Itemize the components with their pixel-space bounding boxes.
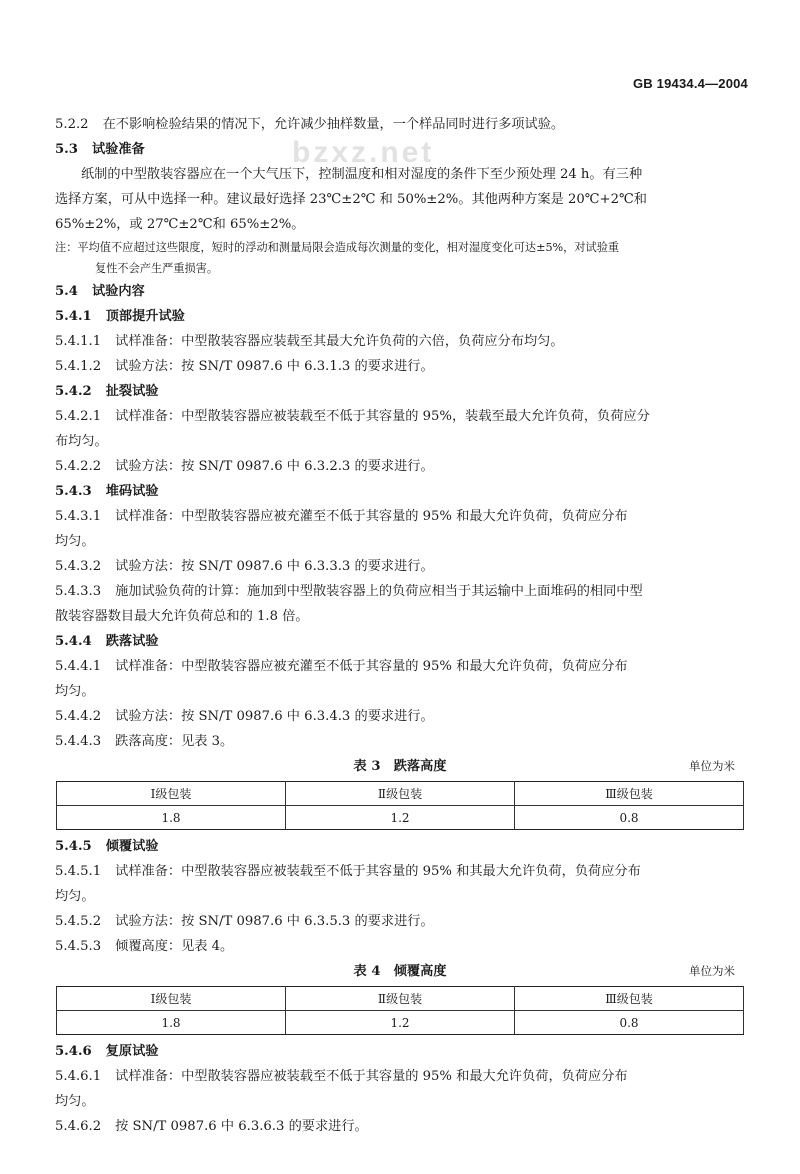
heading-5-4 xyxy=(55,279,745,304)
heading-5-4-3 xyxy=(55,479,745,504)
clause-5-4-4-1-cont: 均匀。 xyxy=(55,684,95,699)
clause-text: 施加试验负荷的计算：施加到中型散装容器上的负荷应相当于其运输中上面堆码的相同中型 xyxy=(115,584,643,599)
heading-5-4-1 xyxy=(55,304,745,329)
clause-text: 试验方法：按 SN/T 0987.6 中 6.3.2.3 的要求进行。 xyxy=(115,459,434,474)
clause-5-2-2 xyxy=(55,112,745,137)
paragraph-5-3-line-1: 纸制的中型散装容器应在一个大气压下，控制温度和相对湿度的条件下至少预处理 24 h。有三种 xyxy=(81,167,643,182)
table-header-cell: Ⅱ级包装 xyxy=(286,782,515,806)
clause-5-4-4-1 xyxy=(55,654,745,679)
paragraph-5-3-line-3: 65%±2%，或 27℃±2℃和 65%±2%。 xyxy=(55,217,305,232)
clause-text: 试验方法：按 SN/T 0987.6 中 6.3.4.3 的要求进行。 xyxy=(115,709,434,724)
clause-5-4-1-2 xyxy=(55,354,745,379)
clause-5-4-5-2 xyxy=(55,909,745,934)
clause-text: 试样准备：中型散装容器应被装载至不低于其容量的 95% 和最大允许负荷，负荷应分布 xyxy=(115,1069,628,1084)
heading-title: 顶部提升试验 xyxy=(105,309,185,324)
clause-5-4-5-3 xyxy=(55,934,745,959)
clause-5-4-1-1 xyxy=(55,329,745,354)
watermark: bzxz.net xyxy=(292,136,435,169)
heading-5-4-4 xyxy=(55,629,745,654)
clause-number: 5.4.3.1 xyxy=(55,509,102,524)
table-header-cell: Ⅲ级包装 xyxy=(515,782,744,806)
clause-number: 5.4.1.1 xyxy=(55,334,102,349)
clause-text: 试样准备：中型散装容器应被装载至不低于其容量的 95% 和其最大允许负荷，负荷应分布 xyxy=(115,864,641,879)
heading-number: 5.4.2 xyxy=(55,384,92,399)
clause-number: 5.4.6.1 xyxy=(55,1069,102,1084)
clause-5-4-3-3-cont: 散装容器数目最大允许负荷总和的 1.8 倍。 xyxy=(55,609,309,624)
table-row xyxy=(57,806,744,830)
heading-title: 跌落试验 xyxy=(105,634,159,649)
clause-text: 在不影响检验结果的情况下，允许减少抽样数量，一个样品同时进行多项试验。 xyxy=(102,117,565,132)
heading-number: 5.4.6 xyxy=(55,1044,92,1059)
clause-5-4-3-1-cont: 均匀。 xyxy=(55,534,95,549)
heading-title: 倾覆试验 xyxy=(105,839,159,854)
clause-5-4-2-1 xyxy=(55,404,745,429)
clause-5-4-4-2 xyxy=(55,704,745,729)
table-cell: 1.8 xyxy=(57,806,286,830)
table-cell: 1.2 xyxy=(286,806,515,830)
table-cell: 1.8 xyxy=(57,1011,286,1035)
table-4-unit: 单位为米 xyxy=(689,964,735,978)
clause-text: 试验方法：按 SN/T 0987.6 中 6.3.1.3 的要求进行。 xyxy=(115,359,434,374)
table-cell: 1.2 xyxy=(286,1011,515,1035)
clause-number: 5.4.3.3 xyxy=(55,584,102,599)
clause-number: 5.4.3.2 xyxy=(55,559,102,574)
table-3 xyxy=(56,781,744,830)
heading-5-4-2 xyxy=(55,379,745,404)
heading-5-4-6 xyxy=(55,1039,745,1064)
heading-5-4-5 xyxy=(55,834,745,859)
clause-number: 5.2.2 xyxy=(55,117,89,132)
clause-number: 5.4.6.2 xyxy=(55,1119,102,1134)
heading-number: 5.4.5 xyxy=(55,839,92,854)
clause-text: 试样准备：中型散装容器应被充灌至不低于其容量的 95% 和最大允许负荷，负荷应分布 xyxy=(115,509,628,524)
paragraph-5-3-line-2: 选择方案，可从中选择一种。建议最好选择 23℃±2℃ 和 50%±2%。其他两种方案是 20℃+2℃和 xyxy=(55,192,647,207)
clause-5-4-3-2 xyxy=(55,554,745,579)
clause-number: 5.4.1.2 xyxy=(55,359,102,374)
heading-number: 5.4 xyxy=(55,284,78,299)
heading-5-3 xyxy=(55,137,745,162)
heading-number: 5.4.4 xyxy=(55,634,92,649)
clause-text: 试样准备：中型散装容器应被装载至不低于其容量的 95%，装载至最大允许负荷，负荷应分 xyxy=(115,409,650,424)
clause-text: 试验方法：按 SN/T 0987.6 中 6.3.3.3 的要求进行。 xyxy=(115,559,434,574)
table-row xyxy=(57,1011,744,1035)
heading-title: 试验准备 xyxy=(91,142,145,157)
clause-5-4-6-1 xyxy=(55,1064,745,1089)
heading-number: 5.4.3 xyxy=(55,484,92,499)
clause-5-4-6-2 xyxy=(55,1114,745,1139)
table-header-cell: Ⅱ级包装 xyxy=(286,987,515,1011)
heading-title: 堆码试验 xyxy=(105,484,159,499)
heading-number: 5.3 xyxy=(55,142,78,157)
clause-text: 倾覆高度：见表 4。 xyxy=(115,939,234,954)
clause-number: 5.4.5.1 xyxy=(55,864,102,879)
clause-5-4-5-1 xyxy=(55,859,745,884)
table-header-cell: Ⅰ级包装 xyxy=(57,987,286,1011)
clause-number: 5.4.5.3 xyxy=(55,939,102,954)
table-3-unit: 单位为米 xyxy=(689,759,735,773)
clause-text: 试样准备：中型散装容器应装载至其最大允许负荷的六倍，负荷应分布均匀。 xyxy=(115,334,564,349)
note-line-1: 注：平均值不应超过这些限度，短时的浮动和测量局限会造成每次测量的变化，相对湿度变化可达±5%，对试验重 xyxy=(55,241,620,254)
clause-5-4-2-1-cont: 布均匀。 xyxy=(55,434,108,449)
clause-number: 5.4.4.2 xyxy=(55,709,102,724)
clause-number: 5.4.2.2 xyxy=(55,459,102,474)
clause-number: 5.4.5.2 xyxy=(55,914,102,929)
heading-title: 扯裂试验 xyxy=(105,384,159,399)
note-line-2: 复性不会产生严重损害。 xyxy=(95,262,219,275)
table-3-title: 表 3 跌落高度 xyxy=(353,759,447,774)
table-header-cell: Ⅰ级包装 xyxy=(57,782,286,806)
clause-5-4-3-1 xyxy=(55,504,745,529)
table-cell: 0.8 xyxy=(515,806,744,830)
standard-code: GB 19434.4—2004 xyxy=(632,76,748,91)
clause-number: 5.4.4.1 xyxy=(55,659,102,674)
clause-number: 5.4.4.3 xyxy=(55,734,102,749)
clause-text: 跌落高度：见表 3。 xyxy=(115,734,234,749)
table-cell: 0.8 xyxy=(515,1011,744,1035)
table-header-row xyxy=(57,782,744,806)
table-4 xyxy=(56,986,744,1035)
clause-number: 5.4.2.1 xyxy=(55,409,102,424)
clause-text: 试验方法：按 SN/T 0987.6 中 6.3.5.3 的要求进行。 xyxy=(115,914,434,929)
clause-5-4-2-2 xyxy=(55,454,745,479)
table-4-caption xyxy=(55,959,745,984)
heading-number: 5.4.1 xyxy=(55,309,92,324)
table-4-title: 表 4 倾覆高度 xyxy=(353,964,447,979)
clause-5-4-5-1-cont: 均匀。 xyxy=(55,889,95,904)
clause-text: 按 SN/T 0987.6 中 6.3.6.3 的要求进行。 xyxy=(115,1119,368,1134)
clause-5-4-3-3 xyxy=(55,579,745,604)
table-header-row xyxy=(57,987,744,1011)
table-3-caption xyxy=(55,754,745,779)
clause-text: 试样准备：中型散装容器应被充灌至不低于其容量的 95% 和最大允许负荷，负荷应分布 xyxy=(115,659,628,674)
heading-title: 复原试验 xyxy=(105,1044,159,1059)
clause-5-4-4-3 xyxy=(55,729,745,754)
clause-5-4-6-1-cont: 均匀。 xyxy=(55,1094,95,1109)
document-body xyxy=(55,112,745,1139)
table-header-cell: Ⅲ级包装 xyxy=(515,987,744,1011)
heading-title: 试验内容 xyxy=(91,284,145,299)
